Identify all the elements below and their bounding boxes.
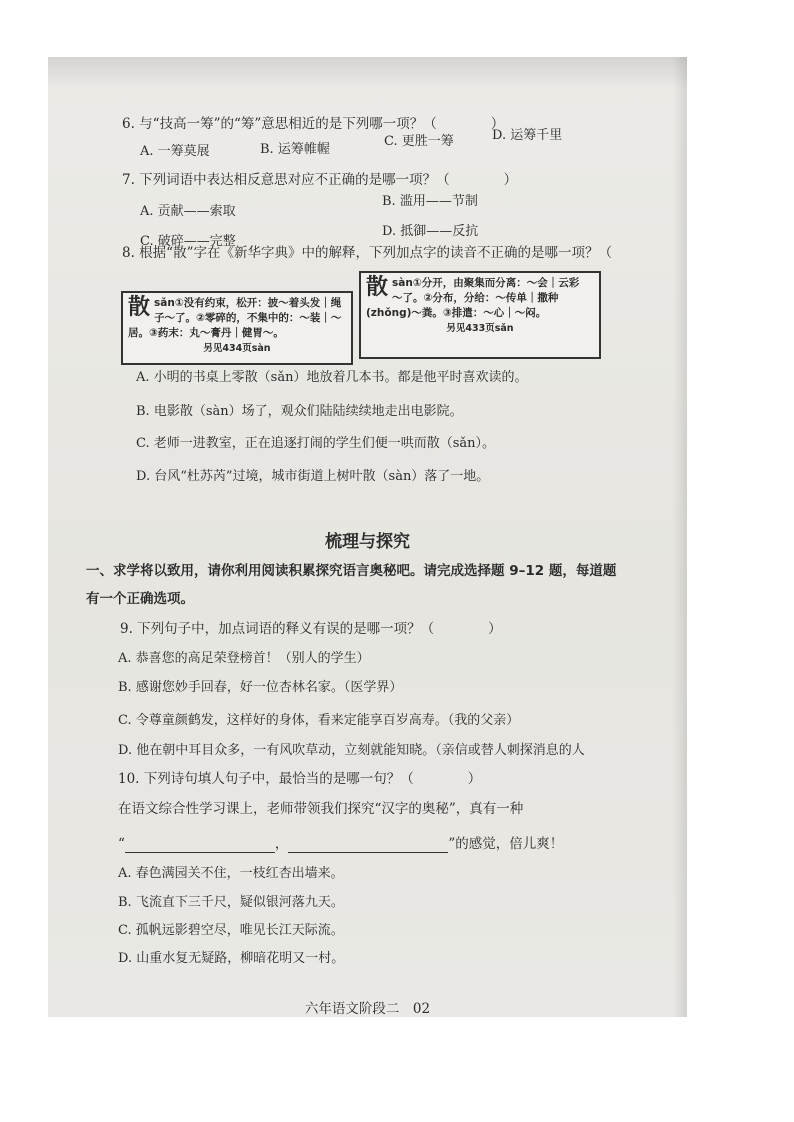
q6-option-b: B. 运筹帷幄 — [260, 142, 330, 157]
q6-stem: 6. 与“技高一筹”的“筹”意思相近的是下列哪一项？（ ） — [122, 116, 505, 132]
dictionary-line: ～了。②分布，分给：～传单｜撒种 — [392, 292, 559, 304]
q10-quote-open: “ — [118, 836, 125, 852]
q8-option-a: A. 小明的书桌上零散（sǎn）地放着几本书。都是他平时喜欢读的。 — [136, 370, 528, 385]
q10-option-d: D. 山重水复无疑路，柳暗花明又一村。 — [118, 951, 345, 966]
q6-option-c: C. 更胜一筹 — [384, 134, 454, 149]
q8-stem: 8. 根据“散”字在《新华字典》中的解释，下列加点字的读音不正确的是哪一项？（ — [122, 245, 612, 261]
q8-option-b: B. 电影散（sàn）场了，观众们陆陆续续地走出电影院。 — [136, 404, 463, 419]
dictionary-headword: 散 — [366, 275, 389, 300]
q9-stem: 9. 下列句子中，加点词语的释义有误的是哪一项？（ ） — [120, 621, 502, 637]
q10-option-c: C. 孤帆远影碧空尽，唯见长江天际流。 — [118, 923, 344, 938]
q7-option-c: C. 破碎——完整 — [140, 234, 236, 249]
page-footer: 六年语文阶段二 02 — [304, 1001, 431, 1017]
q9-option-c: C. 令尊童颜鹤发，这样好的身体，看来定能享百岁高寿。（我的父亲） — [118, 713, 520, 728]
q6-option-a: A. 一筹莫展 — [140, 144, 210, 159]
dictionary-line: (zhǒng)～粪。③排遣：～心｜～闷。 — [366, 307, 547, 319]
section-intro-cont: 有一个正确选项。 — [86, 591, 194, 607]
dictionary-see-also: 另见433页sǎn — [446, 323, 514, 334]
page-shadow-top — [48, 57, 687, 91]
q7-option-b: B. 滥用——节制 — [382, 194, 478, 209]
q9-option-b: B. 感谢您妙手回春，好一位杏林名家。（医学界） — [118, 680, 403, 695]
q7-option-d: D. 抵御——反抗 — [382, 224, 479, 239]
dictionary-line: 子～了。②零碎的，不集中的：～装｜～ — [154, 312, 342, 324]
section-title: 梳理与探究 — [325, 532, 410, 552]
q7-stem: 7. 下列词语中表达相反意思对应不正确的是哪一项？（ ） — [122, 172, 518, 188]
q9-option-a: A. 恭喜您的高足荣登榜首！（别人的学生） — [118, 651, 370, 666]
q6-option-d: D. 运筹千里 — [492, 128, 563, 143]
dictionary-line: 居。③药末：丸～膏丹｜健胃～。 — [128, 327, 284, 339]
q10-blank-2[interactable] — [288, 836, 448, 853]
q10-context-end: ”的感觉，倍儿爽！ — [448, 836, 564, 852]
q8-option-d: D. 台风“杜苏芮”过境，城市街道上树叶散（sàn）落了一地。 — [136, 469, 490, 484]
dictionary-see-also: 另见434页sàn — [203, 343, 271, 354]
q10-fill-line — [118, 835, 563, 853]
section-intro: 一、求学将以致用，请你利用阅读积累探究语言奥秘吧。请完成选择题 9–12 题，每道题 — [86, 563, 617, 579]
exam-page — [48, 57, 687, 1017]
q10-stem: 10. 下列诗句填人句子中，最恰当的是哪一句？（ ） — [118, 771, 482, 787]
dictionary-entry-san3 — [121, 291, 353, 365]
q10-blank-1[interactable] — [125, 836, 275, 853]
q8-option-c: C. 老师一进教室，正在追逐打闹的学生们便一哄而散（sǎn）。 — [136, 436, 496, 451]
dictionary-headword: 散 — [128, 295, 151, 320]
q9-option-d: D. 他在朝中耳目众多，一有风吹草动，立刻就能知晓。（亲信或替人刺探消息的人 — [118, 743, 585, 758]
dictionary-entry-san4 — [359, 271, 601, 359]
q7-option-a: A. 贡献——索取 — [140, 204, 236, 219]
q10-option-b: B. 飞流直下三千尺，疑似银河落九天。 — [118, 895, 344, 910]
dictionary-line: sǎn①没有约束，松开：披～着头发｜绳 — [154, 297, 342, 309]
q10-context: 在语文综合性学习课上，老师带领我们探究“汉字的奥秘”，真有一种 — [118, 801, 524, 817]
q10-comma: ， — [274, 836, 289, 852]
dictionary-line: sàn①分开，由聚集而分离：～会｜云彩 — [392, 277, 580, 289]
q10-option-a: A. 春色满园关不住，一枝红杏出墙来。 — [118, 866, 344, 881]
